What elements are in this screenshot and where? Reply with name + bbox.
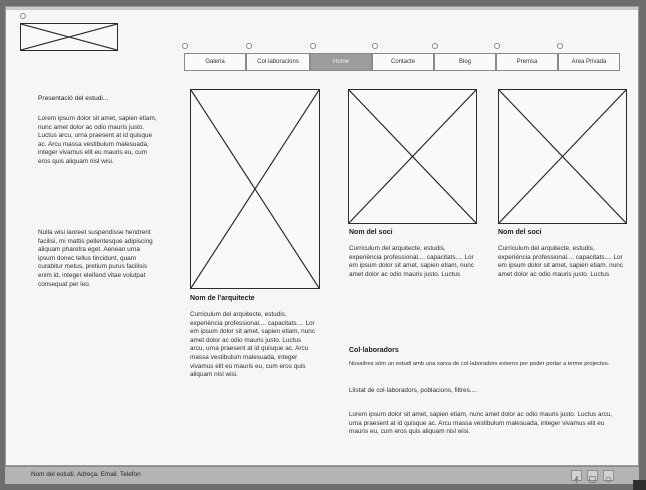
partner-2-name: Nom del soci — [498, 229, 542, 236]
annotation-marker — [182, 43, 188, 49]
nav-item-galeria[interactable]: Galeria — [184, 53, 246, 71]
collaborators-intro: Nosaltres sóm un estudi amb una xarxa de col·laboradors externs per poder portar a terme projectes. — [349, 361, 610, 367]
annotation-marker — [557, 43, 563, 49]
annotation-marker — [494, 43, 500, 49]
footer-contact-text: Nom del estudi. Adreça. Email. Telefon — [31, 471, 141, 478]
architect-name: Nom de l'arquitecte — [190, 295, 255, 302]
collaborators-list: Llistat de col·laboradors, poblacions, filtres.... — [349, 387, 477, 394]
annotation-marker — [432, 43, 438, 49]
intro-paragraph-2: Nulla wisi laoreet suspendisse hendrerit facilisi, mi mattis pellentesque adipiscing aliquam pharetra eget. Aenean urna ipsum donec tellus tincidunt, quam curabitur metus, pretium purus facilisis enim id, integer eleifend vitae volutpat consequat per leo. — [38, 229, 153, 288]
partner-1-name: Nom del soci — [349, 229, 393, 236]
nav-item-area-privada[interactable]: Area Privada — [558, 53, 620, 71]
main-navigation — [184, 53, 620, 75]
annotation-marker — [246, 43, 252, 49]
collaborators-body: Lorem ipsum dolor sit amet, sapien etiam, nunc amet dolor ac odio mauris justo. Luctus arcu, urna praesent at id quisque ac. Arcu massa vestibulum malesuada, integer vivamus elit eu mauris eu, cum eros quis aliquam nisl wisi. — [349, 411, 613, 436]
annotation-marker — [20, 13, 26, 19]
facebook-icon[interactable] — [571, 470, 582, 481]
footer-bar — [5, 466, 639, 484]
intro-heading: Presentació del estudi... — [38, 95, 109, 102]
nav-item-premsa[interactable]: Premsa — [496, 53, 558, 71]
page-canvas — [5, 6, 639, 466]
partner-1-photo-placeholder[interactable] — [348, 89, 477, 224]
nav-item-collaboracions[interactable]: Col·laboracions — [246, 53, 310, 71]
intro-paragraph-1: Lorem ipsum dolor sit amet, sapien etiam, nunc amet dolor ac odio mauris justo. Luctus arcu, urna praesent at id quisque ac. Arcu massa vestibulum malesuada, integer vivamus elit eu mauris eu, cum eros quis aliquam nisl wisi. — [38, 115, 157, 165]
annotation-marker — [372, 43, 378, 49]
architect-bio: Curriculum del arquitecte, estudis, experiència professional.... capacitats.... Lor em ipsum dolor sit amet, sapien etiam, nunc amet dolor ac odio mauris justo. Luctus arcu, urna praesent at id quisque ac. Arcu massa vestibulum malesuada, integer vivamus elit eu mauris eu, cum eros quis aliquam nisl wisi. — [190, 311, 316, 379]
collaborators-heading: Col·laboradors — [349, 347, 399, 354]
nav-item-contacte[interactable]: Contacte — [372, 53, 434, 71]
social-icon-alt[interactable] — [603, 470, 614, 481]
social-icon[interactable] — [587, 470, 598, 481]
architect-photo-placeholder[interactable] — [190, 89, 320, 289]
nav-item-blog[interactable]: Blog — [434, 53, 496, 71]
nav-item-home[interactable]: Home — [310, 53, 372, 71]
partner-2-bio: Curriculum del arquitecte, estudis, experiència professional.... capacitats.... Lor em ipsum dolor sit amet, sapien etiam, nunc amet dolor ac odio mauris justo. Luctus — [498, 245, 624, 278]
partner-1-bio: Curriculum del arquitecte, estudis, experiència professional.... capacitats.... Lor em ipsum dolor sit amet, sapien etiam, nunc amet dolor ac odio mauris justo. Luctus — [349, 245, 475, 278]
corner-block — [633, 480, 646, 490]
logo-image-placeholder[interactable] — [20, 23, 118, 51]
annotation-marker — [310, 43, 316, 49]
partner-2-photo-placeholder[interactable] — [498, 89, 627, 224]
top-rule — [6, 7, 638, 10]
